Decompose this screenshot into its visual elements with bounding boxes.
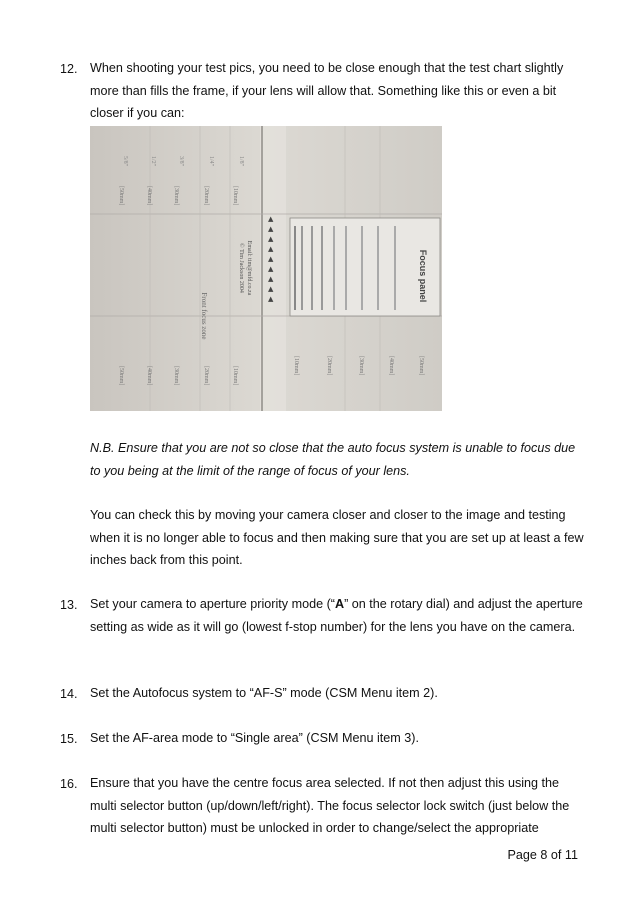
fraction-label: 1/4" bbox=[208, 156, 214, 167]
arrow-icon: ▲ bbox=[268, 235, 274, 243]
fraction-label: 5/8" bbox=[122, 156, 128, 167]
arrow-icon: ▲ bbox=[268, 215, 274, 223]
item-15-number: 15. bbox=[60, 732, 78, 746]
scale-label: [50mm] bbox=[118, 186, 124, 206]
scale-label: [10mm] bbox=[293, 356, 299, 376]
copyright-label: © Tim Jackson 2004 bbox=[238, 243, 244, 293]
item-12-text: When shooting your test pics, you need to be close enough that the test chart slightly more than fills the frame, if your lens will allow that. Something like this or even a bit closer if you can: bbox=[90, 61, 564, 120]
scale-label: [10mm] bbox=[232, 366, 238, 386]
nb-note: N.B. Ensure that you are not so close that the auto focus system is unable to focus due to you being at the limit of the range of focus of your lens. bbox=[90, 441, 576, 478]
scale-label: [20mm] bbox=[203, 366, 209, 386]
scale-label: [20mm] bbox=[203, 186, 209, 206]
scale-label: [50mm] bbox=[118, 366, 124, 386]
page-number: Page 8 of 11 bbox=[507, 848, 578, 862]
arrow-icon: ▲ bbox=[268, 285, 274, 293]
item-16-text: Ensure that you have the centre focus area selected. If not then adjust this using the multi selector button (up/down/left/right). The focus selector lock switch (just below the multi selector button) must be unlocked in order to change/select the appropriate bbox=[90, 776, 570, 835]
arrow-icon: ▲ bbox=[268, 225, 274, 233]
arrow-icon: ▲ bbox=[268, 245, 274, 253]
arrow-icon: ▲ bbox=[268, 255, 274, 263]
scale-label: [40mm] bbox=[388, 356, 394, 376]
front-focus-zone-label: Front focus zone bbox=[200, 292, 208, 340]
item-14-text: Set the Autofocus system to “AF-S” mode (CSM Menu item 2). bbox=[90, 686, 438, 700]
scale-label: [40mm] bbox=[146, 366, 152, 386]
item-13-text: Set your camera to aperture priority mode (“A” on the rotary dial) and adjust the aperture setting as wide as it will go (lowest f-stop number) for the lens you have on the camera. bbox=[90, 597, 583, 634]
scale-label: [40mm] bbox=[146, 186, 152, 206]
item-12-number: 12. bbox=[60, 62, 78, 76]
fraction-label: 3/8" bbox=[178, 156, 184, 167]
item-16-number: 16. bbox=[60, 777, 78, 791]
scale-label: [10mm] bbox=[232, 186, 238, 206]
fraction-label: 1/2" bbox=[150, 156, 156, 167]
scale-label: [30mm] bbox=[173, 366, 179, 386]
arrow-icon: ▲ bbox=[268, 265, 274, 273]
scale-label: [30mm] bbox=[358, 356, 364, 376]
item-15-text: Set the AF-area mode to “Single area” (CSM Menu item 3). bbox=[90, 731, 419, 745]
scale-label: [50mm] bbox=[418, 356, 424, 376]
arrow-icon: ▲ bbox=[268, 275, 274, 283]
scale-label: [20mm] bbox=[326, 356, 332, 376]
item-14-number: 14. bbox=[60, 687, 78, 701]
scale-label: [30mm] bbox=[173, 186, 179, 206]
item-13-number: 13. bbox=[60, 598, 78, 612]
focus-panel-title: Focus panel bbox=[418, 249, 428, 303]
arrow-icon: ▲ bbox=[268, 295, 274, 303]
test-chart-photo bbox=[90, 126, 442, 411]
email-label: Email: tim@mfd.co.za bbox=[246, 240, 252, 296]
check-paragraph: You can check this by moving your camera closer and closer to the image and testing when it is no longer able to focus and then making sure that you are set up at least a few inches back from this point. bbox=[90, 508, 584, 567]
fraction-label: 1/8" bbox=[238, 156, 244, 167]
focus-chart-image bbox=[90, 126, 442, 411]
